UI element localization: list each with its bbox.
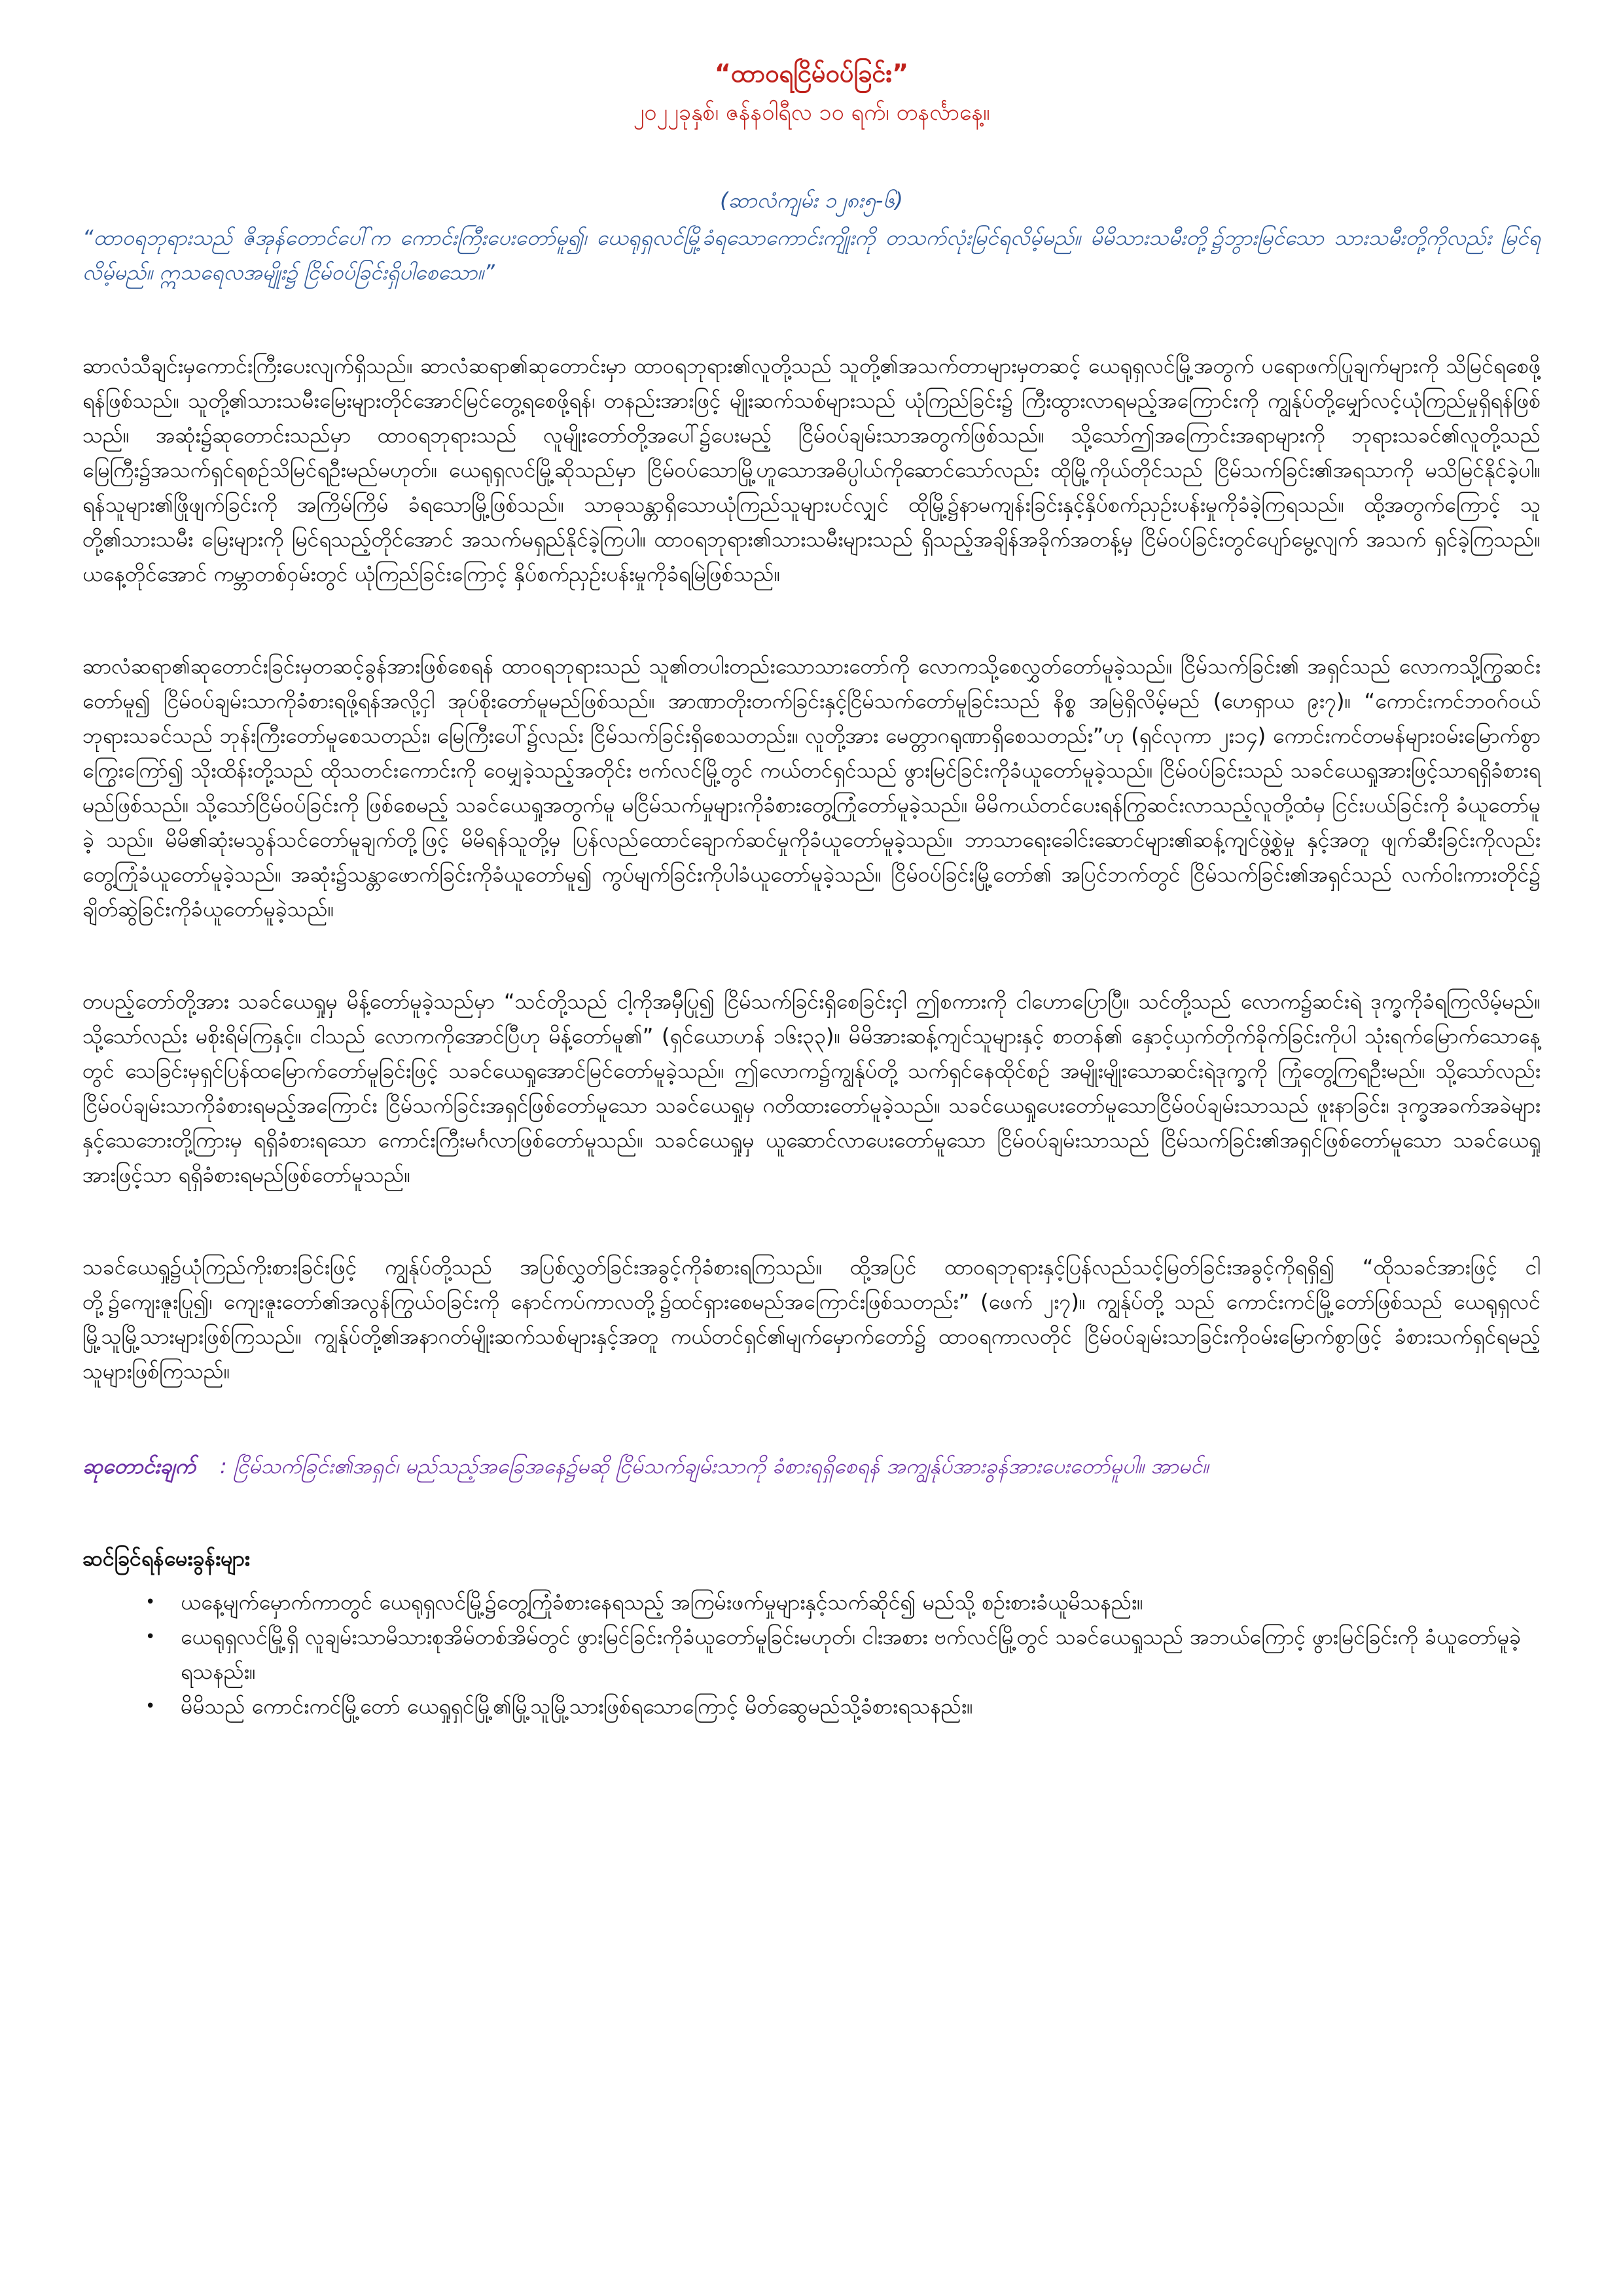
reflection-question	[145, 1585, 1541, 1620]
body-paragraph-1: ဆာလံသီချင်းမှကောင်းကြီးပေးလျက်ရှိသည်။ ဆာလံဆရာ၏ဆုတောင်းမှာ ထာဝရဘုရား၏လူတို့သည် သူတို့၏အသက်တာများမှတဆင့် ယေရုရှလင်မြို့အတွက် ပရောဖက်ပြုချက်များကို သိမြင်ရစေဖို့ရန်ဖြစ်သည်။ သူတို့၏သားသမီးမြေးများတိုင်အောင်မြင်တွေ့ရစေဖို့ရန်၊ တနည်းအားဖြင့် မျိုးဆက်သစ်များသည် ယုံကြည်ခြင်း၌ ကြီးထွားလာရမည့်အကြောင်းကို ကျွန်ုပ်တို့မျှော်လင့်ယုံကြည်မှုရှိရန်ဖြစ်သည်။ အဆုံး၌ဆုတောင်းသည်မှာ ထာဝရဘုရားသည် လူမျိုးတော်တို့အပေါ်၌ပေးမည့် ငြိမ်ဝပ်ချမ်းသာအတွက်ဖြစ်သည်။ သို့သော်ဤအကြောင်းအရာများကို ဘုရားသခင်၏လူတို့သည် မြေကြီး၌အသက်ရှင်ရစဉ်သိမြင်ရဦးမည်မဟုတ်။ ယေရုရှလင်မြို့ဆိုသည်မှာ ငြိမ်ဝပ်သောမြို့ဟူသောအဓိပ္ပါယ်ကိုဆောင်သော်လည်း ထိုမြို့ကိုယ်တိုင်သည် ငြိမ်သက်ခြင်း၏အရသာကို မသိမြင်နိုင်ခဲ့ပါ။ ရန်သူများ၏ဖြိုဖျက်ခြင်းကို အကြိမ်ကြိမ် ခံရသောမြို့ဖြစ်သည်။ သာဓုသန္တာရှိသောယုံကြည်သူများပင်လျှင် ထိုမြို့၌နာမကျန်းခြင်းနှင့်နှိပ်စက်ညှဉ်းပန်းမှုကိုခံခဲ့ကြရသည်။ ထို့အတွက်ကြောင့် သူတို့၏သားသမီး မြေးများကို မြင်ရသည့်တိုင်အောင် အသက်မရှည်နိုင်ခဲ့ကြပါ။ ထာဝရဘုရား၏သားသမီးများသည် ရှိသည့်အချိန်အခိုက်အတန့်မှ ငြိမ်ဝပ်ခြင်းတွင်ပျော်မွေ့လျက် အသက် ရှင်ခဲ့ကြသည်။ ယနေ့တိုင်အောင် ကမ္ဘာတစ်ဝှမ်းတွင် ယုံကြည်ခြင်းကြောင့် နှိပ်စက်ညှဉ်းပန်းမှုကိုခံရမြဲဖြစ်သည်။	[82, 353, 1541, 586]
scripture-text: “ထာဝရဘုရားသည် ဇိအုန်တောင်ပေါ်က ကောင်းကြီးပေးတော်မူ၍၊ ယေရုရှလင်မြို့ခံရသောကောင်းကျိုးကို တသက်လုံးမြင်ရလိမ့်မည်။ မိမိသားသမီးတို့၌ဘွားမြင်သော သားသမီးတို့ကိုလည်း မြင်ရလိမ့်မည်။ ဣသရေလအမျိုး၌ ငြိမ်ဝပ်ခြင်းရှိပါစေသော။”	[82, 225, 1541, 285]
question-text: မိမိသည် ကောင်းကင်မြို့တော် ယေရှုရှင်မြို့၏မြို့သူမြို့သားဖြစ်ရသောကြောင့် မိတ်ဆွေမည်သို့ခံစားရသနည်း။	[181, 1694, 973, 1719]
question-text: ယနေ့မျက်မှောက်ကာတွင် ယေရုရှလင်မြို့၌တွေ့ကြုံခံစားနေရသည့် အကြမ်းဖက်မှုများနှင့်သက်ဆိုင်၍ မည်သို့ စဉ်းစားခံယူမိသနည်း။	[181, 1590, 1143, 1615]
prayer-text: : ငြိမ်သက်ခြင်း၏အရှင်၊ မည်သည့်အခြေအနေ၌မဆို ငြိမ်သက်ချမ်းသာကို ခံစားရရှိစေရန် အကျွန်ုပ်အားခွန်အားပေးတော်မူပါ။ အာမင်။	[220, 1454, 1209, 1479]
bullet-icon: •	[145, 1592, 156, 1612]
prayer-section	[82, 1449, 1541, 1484]
body-paragraph-2: ဆာလံဆရာ၏ဆုတောင်းခြင်းမှတဆင့်ခွန်အားဖြစ်စေရန် ထာဝရဘုရားသည် သူ၏တပါးတည်းသောသားတော်ကို လောကသို့စေလွှတ်တော်မူခဲ့သည်။ ငြိမ်သက်ခြင်း၏ အရှင်သည် လောကသို့ကြွဆင်းတော်မူ၍ ငြိမ်ဝပ်ချမ်းသာကိုခံစားရဖို့ရန်အလို့ငှါ အုပ်စိုးတော်မူမည်ဖြစ်သည်။ အာဏာတိုးတက်ခြင်းနှင့်ငြိမ်သက်တော်မူခြင်းသည် နိစ္စ အမြဲရှိလိမ့်မည် (ဟေရှာယ ၉း၇)။ “ကောင်းကင်ဘဝဂ်ဝယ်ဘုရားသခင်သည် ဘုန်းကြီးတော်မူစေသတည်း၊ မြေကြီးပေါ်၌လည်း ငြိမ်သက်ခြင်းရှိစေသတည်း။ လူတို့အား မေတ္တာဂရုဏာရှိစေသတည်း”ဟု (ရှင်လုကာ ၂း၁၄) ကောင်းကင်တမန်များဝမ်းမြောက်စွာကြွေးကြော်၍ သိုးထိန်းတို့သည် ထိုသတင်းကောင်းကို ဝေမျှခဲ့သည့်အတိုင်း ဗက်လင်မြို့တွင် ကယ်တင်ရှင်သည် ဖွားမြင်ခြင်းကိုခံယူတော်မူခဲ့သည်။ ငြိမ်ဝပ်ခြင်းသည် သခင်ယေရှုအားဖြင့်သာရရှိခံစားရမည်ဖြစ်သည်။ သို့သော်ငြိမ်ဝပ်ခြင်းကို ဖြစ်စေမည့် သခင်ယေရှုအတွက်မူ မငြိမ်သက်မှုများကိုခံစားတွေ့ကြုံတော်မူခဲ့သည်။ မိမိကယ်တင်ပေးရန်ကြွဆင်းလာသည့်လူတို့ထံမှ ငြင်းပယ်ခြင်းကို ခံယူတော်မူခဲ့ သည်။ မိမိ၏ဆုံးမသွန်သင်တော်မူချက်တို့ဖြင့် မိမိရန်သူတို့မှ ပြန်လည်ထောင်ချောက်ဆင်မှုကိုခံယူတော်မူခဲ့သည်။ ဘာသာရေးခေါင်းဆောင်များ၏ဆန့်ကျင်ဖွဲ့စွဲမှု နှင့်အတူ ဖျက်ဆီးခြင်းကိုလည်းတွေ့ကြုံခံယူတော်မူခဲ့သည်။ အဆုံး၌သန္တာဖောက်ခြင်းကိုခံယူတော်မူ၍ ကွပ်မျက်ခြင်းကိုပါခံယူတော်မူခဲ့သည်။ ငြိမ်ဝပ်ခြင်းမြို့တော်၏ အပြင်ဘက်တွင် ငြိမ်သက်ခြင်း၏အရှင်သည် လက်ဝါးကားတိုင်၌ ချိတ်ဆွဲခြင်းကိုခံယူတော်မူခဲ့သည်။	[82, 654, 1541, 922]
reflection-questions-heading: ဆင်ခြင်ရန်မေးခွန်းများ	[82, 1546, 250, 1571]
body-paragraph-3: တပည့်တော်တို့အား သခင်ယေရှုမှ မိန့်တော်မူခဲ့သည်မှာ “သင်တို့သည် ငါ့ကိုအမှီပြု၍ ငြိမ်သက်ခြင်းရှိစေခြင်းငှါ ဤစကားကို ငါဟောပြောပြီ။ သင်တို့သည် လောက၌ဆင်းရဲ ဒုက္ခကိုခံရကြလိမ့်မည်။ သို့သော်လည်း မစိုးရိမ်ကြနှင့်။ ငါသည် လောကကိုအောင်ပြီဟု မိန့်တော်မူ၏” (ရှင်ယောဟန် ၁၆း၃၃)။ မိမိအားဆန့်ကျင်သူများနှင့် စာတန်၏ နှောင့်ယှက်တိုက်ခိုက်ခြင်းကိုပါ သုံးရက်မြောက်သောနေ့တွင် သေခြင်းမှရှင်ပြန်ထမြောက်တော်မူခြင်းဖြင့် သခင်ယေရှုအောင်မြင်တော်မူခဲ့သည်။ ဤလောက၌ကျွန်ုပ်တို့ သက်ရှင်နေထိုင်စဉ် အမျိုးမျိုးသောဆင်းရဲဒုက္ခကို ကြုံတွေ့ကြရဦးမည်။ သို့သော်လည်း ငြိမ်ဝပ်ချမ်းသာကိုခံစားရမည့်အကြောင်း ငြိမ်သက်ခြင်းအရှင်ဖြစ်တော်မူသော သခင်ယေရှုမှ ဂတိထားတော်မူခဲ့သည်။ သခင်ယေရှုပေးတော်မူသောငြိမ်ဝပ်ချမ်းသာသည် ဖူးနာခြင်း၊ ဒုက္ခအခက်အခဲများနှင့်သေဘေးတို့ကြားမှ ရရှိခံစားရသော ကောင်းကြီးမင်္ဂလာဖြစ်တော်မူသည်။ သခင်ယေရှုမှ ယူဆောင်လာပေးတော်မူသော ငြိမ်ဝပ်ချမ်းသာသည် ငြိမ်သက်ခြင်း၏အရှင်ဖြစ်တော်မူသော သခင်ယေရှုအားဖြင့်သာ ရရှိခံစားရမည်ဖြစ်တော်မူသည်။	[82, 989, 1541, 1187]
scripture-reference: (ဆာလံကျမ်း ၁၂၈း၅-၆)	[720, 188, 903, 213]
bullet-icon: •	[145, 1696, 156, 1716]
scripture-block	[82, 183, 1541, 290]
reflection-question	[145, 1620, 1541, 1689]
question-text: ယေရုရှလင်မြို့ရှိ လူချမ်းသာမိသားစုအိမ်တစ်အိမ်တွင် ဖွားမြင်ခြင်းကိုခံယူတော်မူခြင်းမဟုတ်၊ ငါးအစား ဗက်လင်မြို့တွင် သခင်ယေရှုသည် အဘယ်ကြောင့် ဖွားမြင်ခြင်းကို ခံယူတော်မူခဲ့ရသနည်း။	[181, 1624, 1522, 1684]
body-paragraph-4: သခင်ယေရှု၌ယုံကြည်ကိုးစားခြင်းဖြင့် ကျွန်ုပ်တို့သည် အပြစ်လွှတ်ခြင်းအခွင့်ကိုခံစားရကြသည်။ ထို့အပြင် ထာဝရဘုရားနှင့်ပြန်လည်သင့်မြတ်ခြင်းအခွင့်ကိုရရှိ၍ “ထိုသခင်အားဖြင့် ငါတို့၌ကျေးဇူးပြု၍၊ ကျေးဇူးတော်၏အလွန်ကြွယ်ဝခြင်းကို နောင်ကပ်ကာလတို့၌ထင်ရှားစေမည်အကြောင်းဖြစ်သတည်း” (ဖေက် ၂း၇)။ ကျွန်ုပ်တို့ သည် ကောင်းကင်မြို့တော်ဖြစ်သည် ယေရုရှလင်မြို့သူမြို့သားများဖြစ်ကြသည်။ ကျွန်ုပ်တို့၏အနာဂတ်မျိုးဆက်သစ်များနှင့်အတူ ကယ်တင်ရှင်၏မျက်မှောက်တော်၌ ထာဝရကာလတိုင် ငြိမ်ဝပ်ချမ်းသာခြင်းကိုဝမ်းမြောက်စွာဖြင့် ခံစားသက်ရှင်ရမည့်သူများဖြစ်ကြသည်။	[82, 1255, 1541, 1384]
devotion-title: “ထာဝရငြိမ်ဝပ်ခြင်း”	[714, 59, 909, 88]
prayer-label: ဆုတောင်းချက်	[82, 1454, 196, 1479]
reflection-questions-list	[82, 1585, 1541, 1724]
reflection-question	[145, 1689, 1541, 1724]
devotion-date: ၂၀၂၂ခုနှစ်၊ ဇန်နဝါရီလ ၁၀ ရက်၊ တနင်္လာနေ့။	[633, 99, 990, 126]
bullet-icon: •	[145, 1627, 156, 1647]
